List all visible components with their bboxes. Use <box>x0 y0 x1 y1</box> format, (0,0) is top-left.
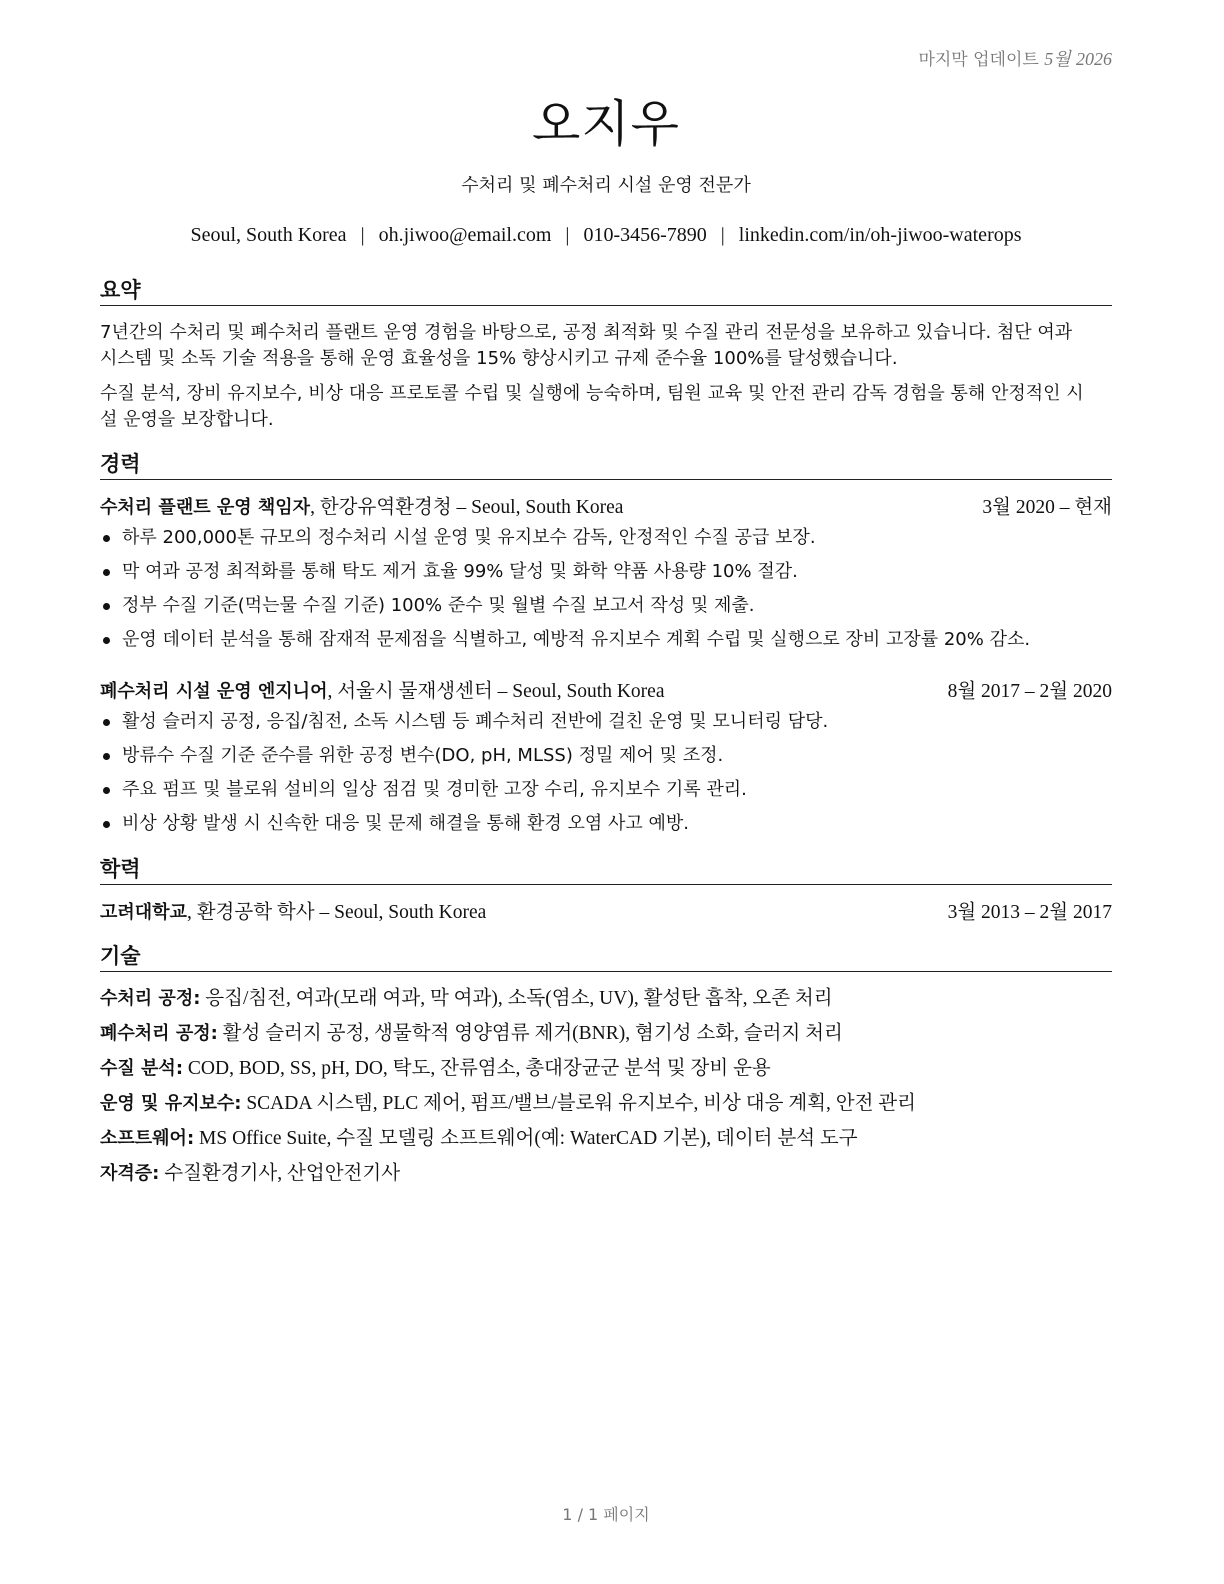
resume-page <box>100 0 1112 1584</box>
contact-location: Seoul, South Korea <box>190 224 347 246</box>
job-org: , 서울시 물재생센터 – Seoul, South Korea <box>327 681 665 702</box>
summary-line: 7년간의 수처리 및 폐수처리 플랜트 운영 경험을 바탕으로, 공정 최적화 및 수질 관리 전문성을 보유하고 있습니다. 첨단 여과 <box>100 322 1073 343</box>
job-role: 폐수처리 시설 운영 엔지니어 <box>100 681 328 702</box>
skill-value: MS Office Suite, 수질 모델링 소프트웨어(예: WaterCAD 기본), 데이터 분석 도구 <box>194 1128 858 1149</box>
job-org: , 한강유역환경청 – Seoul, South Korea <box>310 497 624 518</box>
section-title-skills: 기술 <box>100 943 1112 972</box>
education-school: 고려대학교 <box>100 902 187 923</box>
skill-value: 수질환경기사, 산업안전기사 <box>159 1163 401 1184</box>
skill-row <box>100 1056 1112 1091</box>
last-updated <box>918 45 1112 71</box>
bullet-item: 방류수 수질 기준 준수를 위한 공정 변수(DO, pH, MLSS) 정밀 제어 및 조정. <box>100 743 1112 777</box>
contact-email[interactable]: oh.jiwoo@email.com <box>378 224 552 246</box>
skill-value: SCADA 시스템, PLC 제어, 펌프/밸브/블로워 유지보수, 비상 대응 계획, 안전 관리 <box>241 1093 916 1114</box>
education-dates: 3월 2013 – 2월 2017 <box>947 902 1112 923</box>
bullet-item: 활성 슬러지 공정, 응집/침전, 소독 시스템 등 폐수처리 전반에 걸친 운영 및 모니터링 담당. <box>100 709 1112 743</box>
skill-value: 활성 슬러지 공정, 생물학적 영양염류 제거(BNR), 혐기성 소화, 슬러지 처리 <box>217 1023 843 1044</box>
summary-paragraph-1 <box>100 320 1112 372</box>
contact-linkedin[interactable]: linkedin.com/in/oh-jiwoo-waterops <box>738 224 1022 246</box>
contact-line <box>100 224 1112 247</box>
bullet-item: 비상 상황 발생 시 신속한 대응 및 문제 해결을 통해 환경 오염 사고 예방. <box>100 811 1112 845</box>
last-updated-month: 5월 <box>1044 49 1071 69</box>
bullet-item: 운영 데이터 분석을 통해 잠재적 문제점을 식별하고, 예방적 유지보수 계획 수립 및 실행으로 장비 고장률 20% 감소. <box>100 627 1112 661</box>
summary-paragraph-2 <box>100 381 1112 433</box>
skill-label: 수처리 공정: <box>100 988 201 1009</box>
skill-label: 수질 분석: <box>100 1058 184 1079</box>
section-title-education: 학력 <box>100 856 1112 885</box>
skill-row <box>100 1091 1112 1126</box>
skill-row <box>100 986 1112 1021</box>
bullet-item: 주요 펌프 및 블로워 설비의 일상 점검 및 경미한 고장 수리, 유지보수 기록 관리. <box>100 777 1112 811</box>
section-title-experience: 경력 <box>100 451 1112 480</box>
job-header <box>100 679 1112 705</box>
summary-line: 시스템 및 소독 기술 적용을 통해 운영 효율성을 15% 향상시키고 규제 준수율 100%를 달성했습니다. <box>100 348 898 369</box>
contact-phone: 010-3456-7890 <box>583 224 707 246</box>
skill-label: 폐수처리 공정: <box>100 1023 218 1044</box>
summary-line: 설 운영을 보장합니다. <box>100 409 274 430</box>
contact-separator: | <box>720 224 725 246</box>
skill-value: 응집/침전, 여과(모래 여과, 막 여과), 소독(염소, UV), 활성탄 흡착, 오존 처리 <box>200 988 833 1009</box>
bullet-item: 하루 200,000톤 규모의 정수처리 시설 운영 및 유지보수 감독, 안정적인 수질 공급 보장. <box>100 525 1112 559</box>
skill-label: 소프트웨어: <box>100 1128 195 1149</box>
bullet-item: 정부 수질 기준(먹는물 수질 기준) 100% 준수 및 월별 수질 보고서 작성 및 제출. <box>100 593 1112 627</box>
last-updated-year: 2026 <box>1076 49 1112 69</box>
skill-value: COD, BOD, SS, pH, DO, 탁도, 잔류염소, 총대장균군 분석 및 장비 운용 <box>183 1058 771 1079</box>
job-bullets <box>100 709 1112 845</box>
skill-label: 자격증: <box>100 1163 160 1184</box>
skill-label: 운영 및 유지보수: <box>100 1093 242 1114</box>
candidate-subtitle: 수처리 및 폐수처리 시설 운영 전문가 <box>461 175 751 196</box>
candidate-name: 오지우 <box>532 95 680 153</box>
bullet-item: 막 여과 공정 최적화를 통해 탁도 제거 효율 99% 달성 및 화학 약품 사용량 10% 절감. <box>100 559 1112 593</box>
skill-row <box>100 1021 1112 1056</box>
job-dates: 3월 2020 – 현재 <box>982 497 1112 518</box>
contact-separator: | <box>360 224 365 246</box>
skill-row <box>100 1126 1112 1161</box>
last-updated-prefix: 마지막 업데이트 <box>918 50 1039 70</box>
job-role: 수처리 플랜트 운영 책임자 <box>100 497 311 518</box>
skills-list <box>100 986 1112 1196</box>
skill-row <box>100 1161 1112 1196</box>
section-title-summary: 요약 <box>100 277 1112 306</box>
education-entry <box>100 900 1112 926</box>
job-dates: 8월 2017 – 2월 2020 <box>947 681 1112 702</box>
contact-separator: | <box>565 224 570 246</box>
page-indicator: 1 / 1 페이지 <box>562 1505 650 1524</box>
education-detail: , 환경공학 학사 – Seoul, South Korea <box>186 902 487 923</box>
job-header <box>100 495 1112 521</box>
summary-line: 수질 분석, 장비 유지보수, 비상 대응 프로토콜 수립 및 실행에 능숙하며, 팀원 교육 및 안전 관리 감독 경험을 통해 안정적인 시 <box>100 383 1084 404</box>
job-bullets <box>100 525 1112 661</box>
